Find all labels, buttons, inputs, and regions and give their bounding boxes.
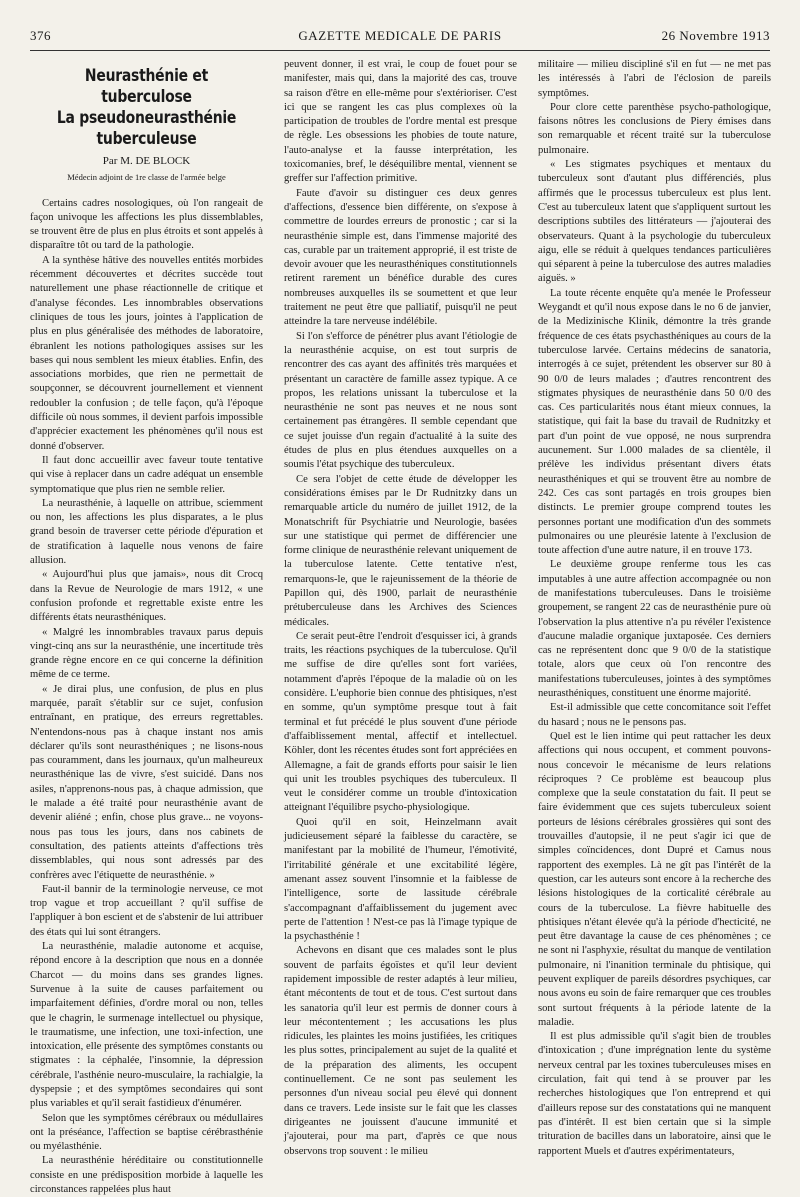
paragraph: peuvent donner, il est vrai, le coup de fouet pour se manifester, mais qui, dans la majorité des cas, trouve sa raison d'être en elle-même pour s'extérioriser. C'est ici que se rangent les cas plus complexes où la participation de troubles de l'ordre mental est presque de règle. Les obsessions les phobies de toute nature, l'auto-analyse et la fausse interprétation, les toxicomanies, bref, le déséquilibre mental, viennent se greffer sur l'affection primitive. [284, 59, 517, 185]
page-number: 376 [30, 28, 51, 43]
paragraph: Si l'on s'efforce de pénétrer plus avant l'étiologie de la neurasthénie acquise, on est tout surpris de rencontrer des cas ayant des affinités très marquées et présentant un caractère de famille assez typique. A ce propos, les relations unissant la tuberculose et la neurasthénie ne sont pas neuves et ne nous sont certainement pas étrangères. Il semble cependant que ce sujet jouisse d'un regain d'actualité à la suite des études de plus en plus étendues auxquelles on a soumis l'état psychique des tuberculeux. [284, 330, 517, 471]
article-author: Par M. DE BLOCK [102, 155, 191, 167]
author-role: Médecin adjoint de 1re classe de l'armée belge [67, 172, 226, 183]
paragraph: Pour clore cette parenthèse psycho-pathologique, faisons nôtres les conclusions de Piery émises dans son remarquable et récent traité sur la tuberculose pulmonaire. [538, 101, 771, 156]
paragraph: La neurasthénie, maladie autonome et acquise, répond encore à la description que nous en a donnée Charcot — du moins dans ses grandes lignes. Survenue à la suite de causes parfaitement ou imparfaitement définies, d'ordre moral ou non, telles que le chagrin, le surmenage intellectuel ou physique, le traumatisme, une infection, une toxi-infection, une intoxication, elle présente des symptômes constants ou stigmates : la céphalée, l'insomnie, la dépression cérébrale, l'asthénie neuro-musculaire, la rachialgie, la dyspepsie ; et des symptômes secondaires qui sont plus variables et qu'il serait fastidieux d'énumérer. [30, 941, 263, 1110]
paragraph: Quoi qu'il en soit, Heinzelmann avait judicieusement séparé la faiblesse du caractère, se manifestant par la mobilité de l'humeur, l'émotivité, l'irritabilité générale et une excitabilité légère, amenant assez souvent l'insomnie et la faiblesse de l'intelligence, sorte de lassitude cérébrale s'accompagnant d'affaiblissement du jugement avec perte de l'attention ! N'est-ce pas là l'image typique de la psychasthénie ! [284, 816, 517, 943]
header-rule [30, 50, 770, 51]
paragraph: « Les stigmates psychiques et mentaux du tuberculeux sont d'autant plus différenciés, plus affirmés que le processus tuberculeux est plus lent. C'est au tuberculeux latent que s'appliquent surtout les descriptions subtiles des littérateurs — j'ajouterai des observateurs. Quant à la psychologie du tuberculeux aigu, elle se réduit à quelques tendances particulières qui séparent à peine la tuberculose des autres maladies aiguës. » [538, 159, 771, 285]
paragraph: « Aujourd'hui plus que jamais», nous dit Crocq dans la Revue de Neurologie de mars 1912, « une confusion profonde et regrettable existe entre les différents états neurasthéniques. [30, 569, 263, 624]
paragraph: Il est plus admissible qu'il s'agit bien de troubles d'intoxication ; d'une imprégnation lente du système nerveux central par les toxines tuberculeuses mises en circulation, fait qui tend à se prouver par les recherches histologiques que l'on entreprend et qui d'ailleurs repose sur des constatations qui ne manquent pas d'intérêt. Il est bien certain que si la simple trituration de bacilles dans un laboratoire, ainsi que le rapportent Muels et d'autres expérimentateurs, [538, 1031, 771, 1157]
paragraph: Selon que les symptômes cérébraux ou médullaires ont la préséance, l'affection se baptise cérébrasthénie ou myélasthénie. [30, 1112, 263, 1153]
article-title-line-1: Neurasthénie et tuberculose [84, 66, 209, 107]
page-header [30, 28, 770, 46]
column-1 [30, 58, 263, 1196]
paragraph: Le deuxième groupe renferme tous les cas imputables à une autre affection accompagnée ou non de manifestations tuberculeuses. Dans le troisième groupement, se rangent 22 cas de neurasthénie pure où l'observation la plus attentive n'a pu révéler l'existence d'aucune maladie organique juxtaposée. Ces derniers cas ne représentent donc que 9 0/0 de la statistique totale, alors que ceux où l'on rencontre des manifestations tuberculeuses, jointes à des symptômes neurasthéniques, constituent une énorme majorité. [538, 559, 771, 700]
article-title-line-2: La pseudoneurasthénie tuberculeuse [56, 108, 237, 149]
paragraph: La neurasthénie héréditaire ou constitutionnelle consiste en une prédisposition morbide à laquelle les circonstances rappelées plus haut [30, 1155, 263, 1196]
paragraph: « Malgré les innombrables travaux parus depuis vingt-cinq ans sur la neurasthénie, une incertitude très grande règne encore en ce qui concerne la définition même de ce terme. [30, 626, 263, 681]
paragraph: Ce sera l'objet de cette étude de développer les considérations émises par le Dr Rudnitzky dans un remarquable article du numéro de juillet 1912, de la Monatschrift für Psychiatrie und Neurologie, basées sur une statistique qui permet de différencier une forme clinique de neurasthénie relevant uniquement de la tuberculose latente. Cette tentative n'est, remarquons-le, que le rajeunissement de la théorie de Papillon qui, dès 1900, parlait de neurasthénie prétuberculeuse dans les Archives des Sciences médicales. [284, 473, 517, 628]
issue-date: 26 Novembre 1913 [661, 28, 770, 43]
journal-title: GAZETTE MEDICALE DE PARIS [298, 28, 502, 43]
paragraph: La toute récente enquête qu'a menée le Professeur Weygandt et qu'il nous expose dans le no 6 de janvier, de la Medizinische Klinik, démontre la très grande fréquence de ces états psychasthéniques au cours de la tuberculose larvée. Certains médecins de sanatoria, interrogés à ce sujet, prétendent les observer sur 80 à 90 0/0 de leurs malades ; d'autres rencontrent des stigmates physiques de neurasthénie dans 50 0/0 des cas. Ces particularités nous étant mieux connues, la statistique, qui fait la base du travail de Rudnitzky et part d'un point de vue opposé, ne nous surprendra aucunement. Sur 1.000 malades de sa clientèle, il prélève les individus présentant divers états neurasthéniques et qui se trouvent être au nombre de 242. Ces cas sont partagés en trois groupes bien distincts. Le premier groupe comprend toutes les personnes portant une modification d'un des sommets pulmonaires ou une pleurésie latente à l'exclusion de toute affection d'une autre nature, il en trouve 173. [538, 287, 771, 557]
column-2 [284, 58, 517, 1157]
paragraph: Il faut donc accueillir avec faveur toute tentative qui vise à replacer dans un cadre adéquat un ensemble symptomatique que plus rien ne semble relier. [30, 454, 263, 495]
paragraph: Faut-il bannir de la terminologie nerveuse, ce mot trop vague et trop accueillant ? qu'il suffise de l'appliquer à bon escient et de s'abstenir de lui attribuer des états qui lui sont étrangers. [30, 883, 263, 938]
article-title [51, 66, 242, 150]
paragraph: La neurasthénie, à laquelle on attribue, sciemment ou non, les affections les plus disparates, a le plus grand besoin de traverser cette période d'épuration et de stratification à laquelle nous venons de faire allusion. [30, 497, 263, 567]
paragraph: Achevons en disant que ces malades sont le plus souvent de parfaits égoïstes et qu'il leur devient rapidement impossible de rester adaptés à leur milieu, étant mécontents de tout et de tous. C'est surtout dans les sanatoria qu'il leur est permis de donner cours à leur mécontentement ; les accusations les plus ridicules, les plaintes les moins justifiées, les critiques les plus sottes, principalement au sujet de la qualité et de la préparation des aliments, les occupent continuellement. Ce ne sont pas seulement les personnes d'un niveau social peu élevé qui donnent dans ce travers. Lede insiste sur le fait que les classes dirigeantes ne jouissent d'aucune immunité et j'ajouterai, pour ma part, d'après ce que nous observons trop souvent : le milieu [284, 945, 517, 1157]
paragraph: Est-il admissible que cette concomitance soit l'effet du hasard ; nous ne le pensons pas. [538, 702, 771, 728]
paragraph: Ce serait peut-être l'endroit d'esquisser ici, à grands traits, les réactions psychiques de la tuberculose. Qu'il me suffise de dire qu'elles sont fort variées, notamment d'après l'époque de la maladie où on les considère. L'euphorie bien connue des phtisiques, n'est en somme, qu'un symptôme presque tout à fait terminal et fut précédé le plus souvent d'une période d'affaiblissement mental, affectif et intellectuel. Köhler, dont les récentes études sont fort appréciées en Allemagne, a fait de grands efforts pour saisir le lien qui unit les troubles psychiques des tuberculeux. Il veut le considérer comme un trouble d'intoxication atteignant l'équilibre psycho-physiologique. [284, 630, 517, 814]
paragraph: Quel est le lien intime qui peut rattacher les deux affections qui nous occupent, et comment pouvons-nous concevoir le mécanisme de leurs relations réciproques ? Ce problème est beaucoup plus complexe que la seule constatation du fait. Il peut se faire évidemment que ces sujets tuberculeux soient porteurs de lésions cérébrales grossières qui sont des trouvailles d'autopsie, il ne peut s'agir ici que de simples coïncidences, dont Dupré et Camus nous rapportent des exemples. Là ne gît pas l'intérêt de la question, car les auteurs sont encore à la recherche des lésions histologiques de la corticalité cérébrale au cours de la tuberculose. La fièvre habituelle des phtisiques n'étant élevée qu'à la période d'hecticité, ne peut être davantage la cause de ces phénomènes ; ce ne sont ni l'asphyxie, résultat du manque de ventilation pulmonaire, ni l'inanition terminale du phtisique, qui peuvent expliquer de pareils désordres psychiques, car nous avons eu soin de faire remarquer que ces troubles sont surtout fréquents à la période latente de la maladie. [538, 730, 771, 1028]
paragraph: Certains cadres nosologiques, où l'on rangeait de façon univoque les affections les plus dissemblables, se trouvent être de plus en plus étroits et sont appelés à disparaître tôt ou tard de la pathologie. [30, 197, 263, 252]
column-3 [538, 58, 771, 1157]
paragraph: « Je dirai plus, une confusion, de plus en plus marquée, paraît s'établir sur ce sujet, confusion entraînant, en pratique, des erreurs regrettables. N'entendons-nous pas à chaque instant nos amis déclarer qu'ils sont neurasthéniques ; ne lisons-nous pas couramment, dans les journaux, qu'un malheureux neurasthénique las de vivre, s'est suicidé. Dans nos asiles, n'apprenons-nous pas, à chaque admission, que le malade a été traité pour neurasthénie avant de devenir aliéné ; enfin, chose plus grave... ne voyons-nous pas tous les jours, dans nos cabinets de consultation, des patients atteints d'affections très dissemblables, qui nous sont adressés par des confrères avec l'étiquette de neurasthénie. » [30, 683, 263, 881]
paragraph: A la synthèse hâtive des nouvelles entités morbides récemment découvertes et décrites succède tout naturellement une phase réactionnelle de critique et d'analyse fécondes. Les innombrables observations cliniques de tous les jours, jointes à l'application de plus en plus généralisée des méthodes de laboratoire, ébranlent les notions pathologiques assises sur les bases qui nous semblent les mieux établies. Enfin, des associations morbides, que rien ne permettait de soupçonner, se découvrent journellement et viennent redoubler la confusion ; de telle façon, qu'à l'époque difficile où nous sommes, il devient parfois impossible d'apprécier exactement les phénomènes qu'il nous est donné d'observer. [30, 254, 263, 452]
paragraph: militaire — milieu discipliné s'il en fut — ne met pas les intéressés à l'abri de l'éclosion de pareils symptômes. [538, 59, 771, 99]
paragraph: Faute d'avoir su distinguer ces deux genres d'affections, d'essence bien différente, on s'expose à commettre de lourdes erreurs de pronostic ; car si la neurasthénie simple est, dans l'immense majorité des cas, curable par un traitement approprié, il est triste de devoir avouer que les neurasthéniques constitutionnels retirent rarement un bénéfice durable des cures nombreuses auxquelles ils se soumettent et que leur traitement ne peut être que palliatif, puisqu'il ne peut atteindre la tare nerveuse indélébile. [284, 187, 517, 328]
